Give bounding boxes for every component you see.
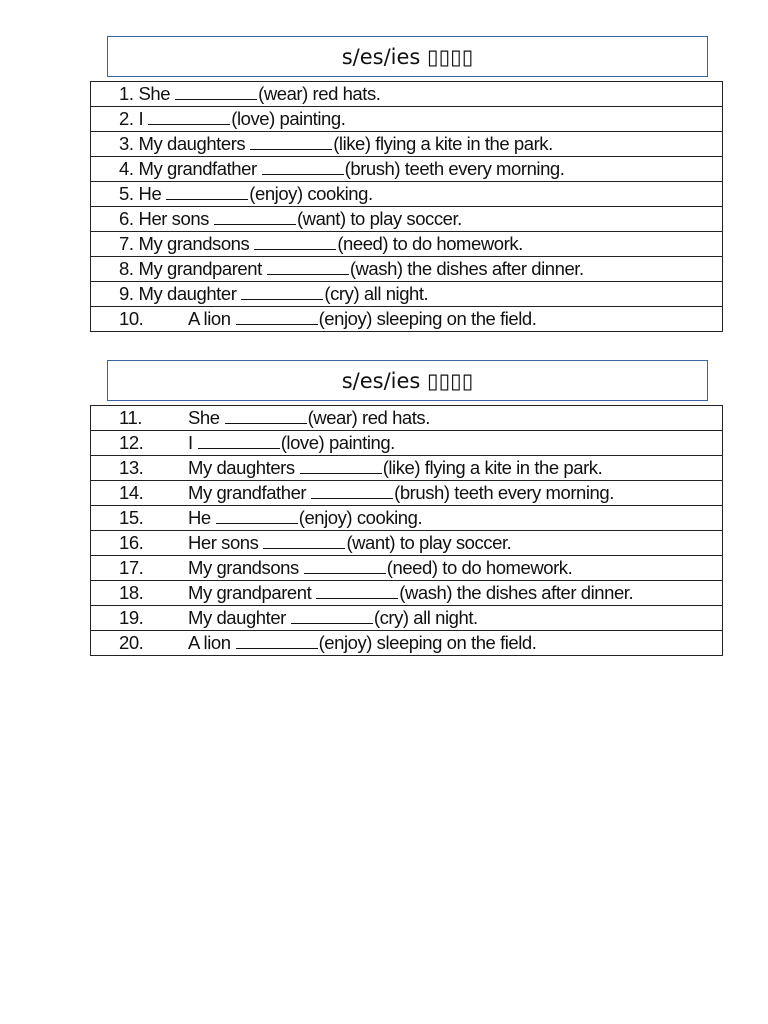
- exercise-cell: [91, 606, 723, 631]
- answer-blank[interactable]: [236, 633, 318, 649]
- exercise-verb: (wash) the dishes after dinner.: [349, 258, 584, 279]
- exercise-cell: [91, 282, 723, 307]
- exercise-verb: (brush) teeth every morning.: [344, 158, 565, 179]
- exercise-number: 17.: [119, 557, 144, 578]
- exercise-number: 8.: [119, 258, 134, 279]
- exercise-subject: I: [138, 108, 144, 129]
- exercise-number: 14.: [119, 482, 144, 503]
- exercise-number: 11.: [119, 407, 142, 428]
- exercise-number: 19.: [119, 607, 144, 628]
- answer-blank[interactable]: [262, 159, 344, 175]
- exercise-row: [91, 556, 723, 581]
- answer-blank[interactable]: [236, 309, 318, 325]
- answer-blank[interactable]: [216, 508, 298, 524]
- exercise-row: [91, 307, 723, 332]
- worksheet-title-2-text: s/es/ies ▯▯▯▯: [341, 368, 474, 393]
- exercise-row: [91, 481, 723, 506]
- exercise-verb: (wear) red hats.: [307, 407, 430, 428]
- exercise-cell: [91, 406, 723, 431]
- exercise-row: [91, 581, 723, 606]
- exercise-number: 3.: [119, 133, 134, 154]
- exercise-subject: My daughter: [188, 607, 286, 628]
- exercise-verb: (cry) all night.: [324, 283, 429, 304]
- exercise-number: 7.: [119, 233, 134, 254]
- exercise-verb: (wear) red hats.: [258, 83, 381, 104]
- exercise-row: [91, 506, 723, 531]
- exercise-row: [91, 107, 723, 132]
- exercise-subject: A lion: [188, 308, 231, 329]
- exercise-number: 6.: [119, 208, 134, 229]
- answer-blank[interactable]: [175, 84, 257, 100]
- exercise-number: 18.: [119, 582, 144, 603]
- exercise-verb: (need) to do homework.: [386, 557, 573, 578]
- exercise-row: [91, 207, 723, 232]
- exercise-verb: (brush) teeth every morning.: [394, 482, 614, 503]
- exercise-subject: Her sons: [188, 532, 259, 553]
- exercise-subject: My grandparent: [188, 582, 312, 603]
- exercise-subject: My grandsons: [188, 557, 299, 578]
- exercise-cell: [91, 307, 723, 332]
- exercise-subject: Her sons: [138, 208, 209, 229]
- exercise-verb: (love) painting.: [231, 108, 346, 129]
- exercise-row: [91, 606, 723, 631]
- answer-blank[interactable]: [263, 533, 345, 549]
- exercise-subject: My daughters: [188, 457, 295, 478]
- exercise-number: 2.: [119, 108, 134, 129]
- exercise-row: [91, 82, 723, 107]
- exercise-verb: (like) flying a kite in the park.: [382, 457, 603, 478]
- exercise-number: 4.: [119, 158, 134, 179]
- exercise-row: [91, 257, 723, 282]
- exercise-subject: My grandfather: [138, 158, 257, 179]
- exercise-subject: My grandfather: [188, 482, 307, 503]
- answer-blank[interactable]: [250, 134, 332, 150]
- exercise-cell: [91, 207, 723, 232]
- exercise-row: [91, 132, 723, 157]
- exercise-cell: [91, 132, 723, 157]
- answer-blank[interactable]: [198, 433, 280, 449]
- exercise-cell: [91, 157, 723, 182]
- answer-blank[interactable]: [254, 234, 336, 250]
- exercise-row: [91, 282, 723, 307]
- answer-blank[interactable]: [148, 109, 230, 125]
- worksheet-title-1-text: s/es/ies ▯▯▯▯: [341, 44, 474, 69]
- exercise-row: [91, 631, 723, 656]
- exercise-cell: [91, 232, 723, 257]
- worksheet-title-1: [107, 36, 708, 77]
- exercise-verb: (enjoy) sleeping on the field.: [318, 308, 537, 329]
- exercise-verb: (enjoy) sleeping on the field.: [318, 632, 537, 653]
- answer-blank[interactable]: [241, 284, 323, 300]
- exercise-row: [91, 406, 723, 431]
- exercise-row: [91, 157, 723, 182]
- exercise-number: 13.: [119, 457, 144, 478]
- exercise-number: 10.: [119, 308, 144, 329]
- exercise-cell: [91, 431, 723, 456]
- exercise-cell: [91, 82, 723, 107]
- exercise-cell: [91, 182, 723, 207]
- exercise-number: 16.: [119, 532, 144, 553]
- exercise-subject: I: [188, 432, 193, 453]
- exercise-verb: (cry) all night.: [373, 607, 478, 628]
- exercise-cell: [91, 581, 723, 606]
- exercise-subject: She: [138, 83, 171, 104]
- answer-blank[interactable]: [300, 458, 382, 474]
- answer-blank[interactable]: [316, 583, 398, 599]
- exercise-cell: [91, 257, 723, 282]
- exercise-subject: He: [188, 507, 211, 528]
- exercise-number: 5.: [119, 183, 134, 204]
- exercise-verb: (need) to do homework.: [337, 233, 523, 254]
- exercise-verb: (want) to play soccer.: [346, 532, 512, 553]
- exercise-subject: My grandparent: [138, 258, 262, 279]
- exercise-verb: (enjoy) cooking.: [298, 507, 423, 528]
- answer-blank[interactable]: [304, 558, 386, 574]
- exercise-cell: [91, 456, 723, 481]
- exercise-verb: (want) to play soccer.: [296, 208, 462, 229]
- exercise-cell: [91, 481, 723, 506]
- exercise-row: [91, 531, 723, 556]
- answer-blank[interactable]: [225, 408, 307, 424]
- answer-blank[interactable]: [214, 209, 296, 225]
- worksheet-title-2: [107, 360, 708, 401]
- answer-blank[interactable]: [311, 483, 393, 499]
- exercise-cell: [91, 107, 723, 132]
- exercise-cell: [91, 531, 723, 556]
- exercise-verb: (love) painting.: [280, 432, 395, 453]
- exercise-number: 12.: [119, 432, 144, 453]
- exercise-table-1: [90, 81, 723, 332]
- exercise-cell: [91, 506, 723, 531]
- answer-blank[interactable]: [267, 259, 349, 275]
- exercise-number: 20.: [119, 632, 144, 653]
- exercise-subject: She: [188, 407, 220, 428]
- exercise-subject: A lion: [188, 632, 231, 653]
- exercise-cell: [91, 631, 723, 656]
- exercise-number: 1.: [119, 83, 134, 104]
- exercise-subject: My daughters: [138, 133, 246, 154]
- exercise-row: [91, 431, 723, 456]
- exercise-subject: My daughter: [138, 283, 237, 304]
- exercise-table-2: [90, 405, 723, 656]
- exercise-number: 15.: [119, 507, 144, 528]
- exercise-row: [91, 456, 723, 481]
- exercise-row: [91, 232, 723, 257]
- exercise-cell: [91, 556, 723, 581]
- exercise-verb: (wash) the dishes after dinner.: [399, 582, 634, 603]
- exercise-verb: (enjoy) cooking.: [249, 183, 373, 204]
- exercise-subject: He: [138, 183, 162, 204]
- exercise-verb: (like) flying a kite in the park.: [333, 133, 553, 154]
- exercise-row: [91, 182, 723, 207]
- answer-blank[interactable]: [291, 608, 373, 624]
- answer-blank[interactable]: [166, 184, 248, 200]
- exercise-number: 9.: [119, 283, 134, 304]
- exercise-subject: My grandsons: [138, 233, 250, 254]
